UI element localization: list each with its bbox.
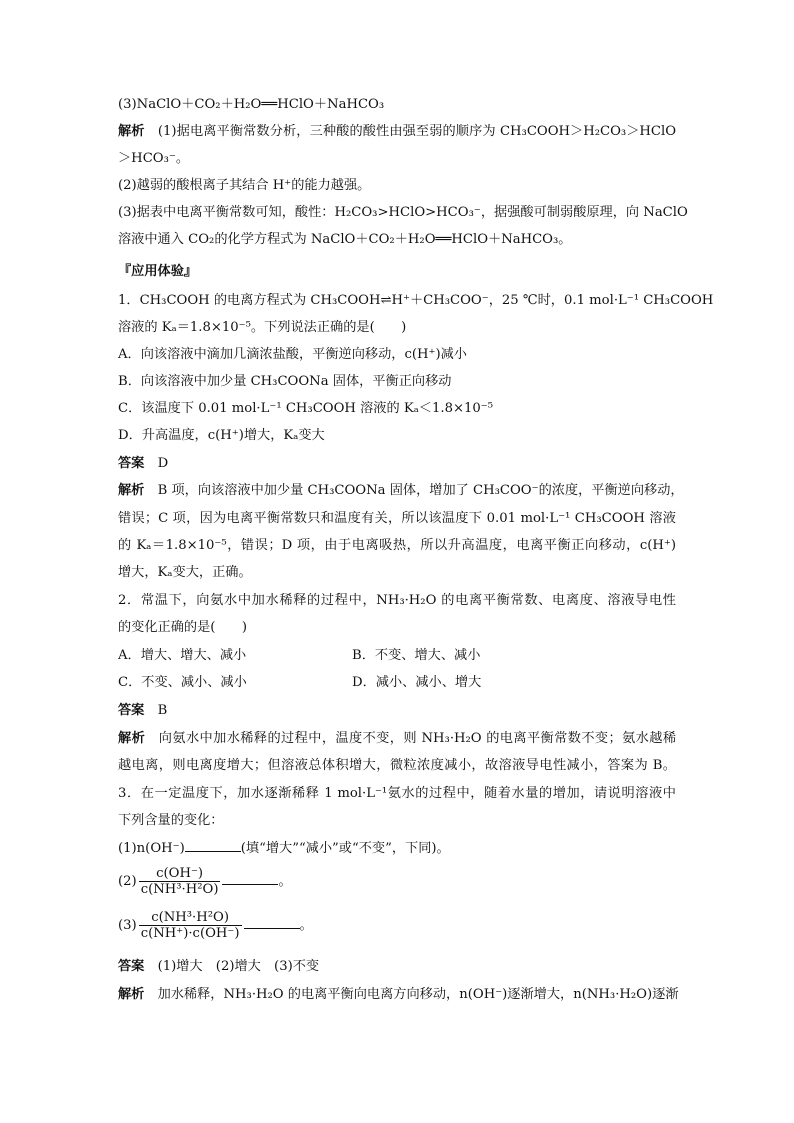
analysis-label: 解析 <box>118 731 146 746</box>
subquestion-label: (2) <box>118 874 137 889</box>
analysis-paragraph-line: (3)据表中电离平衡常数可知，酸性：H₂CO₃>HClO>HCO₃⁻，据强酸可制弱酸原理，向 NaClO <box>118 205 688 220</box>
analysis-label: 解析 <box>118 124 145 139</box>
fraction <box>139 866 221 897</box>
fraction-denominator: c(NH³·H²O) <box>140 882 219 897</box>
analysis-text: 加水稀释，NH₃·H₂O 的电离平衡向电离方向移动，n(OH⁻)逐渐增大，n(NH₃·H₂O)逐渐 <box>157 987 679 1002</box>
analysis-paragraph-line: ＞HCO₃⁻。 <box>118 151 190 166</box>
analysis-paragraph-line: 错误；C 项，因为电离平衡常数只和温度有关，所以该温度下 0.01 mol·L⁻¹ CH₃COOH 溶液 <box>118 511 676 526</box>
subquestion-3 <box>118 910 676 942</box>
answer-line <box>118 957 676 977</box>
fraction-denominator: c(NH⁺)·c(OH⁻) <box>140 926 240 941</box>
period: 。 <box>278 874 292 889</box>
equation-line: (3)NaClO＋CO₂＋H₂O══HClO＋NaHCO₃ <box>118 97 385 112</box>
question-2-stem: 的变化正确的是( ) <box>118 620 247 635</box>
option-c: C．不变、减小、减小 <box>118 675 247 690</box>
question-1-stem: 溶液的 Kₐ＝1.8×10⁻⁵。下列说法正确的是( ) <box>118 320 407 335</box>
option-a: A．增大、增大、减小 <box>118 648 247 663</box>
analysis-paragraph-line: 的 Kₐ＝1.8×10⁻⁵，错误；D 项，由于电离吸热，所以升高温度，电离平衡正向移动，c(H⁺) <box>118 538 676 553</box>
answer-value: D <box>157 456 169 471</box>
subquestion-note: (填“增大”“减小”或“不变”，下同)。 <box>240 841 450 856</box>
analysis-label: 解析 <box>118 483 145 498</box>
answer-label: 答案 <box>118 959 145 974</box>
analysis-paragraph <box>118 729 676 749</box>
analysis-text: (1)据电离平衡常数分析，三种酸的酸性由强至弱的顺序为 CH₃COOH＞H₂CO₃＞HClO <box>157 124 677 139</box>
analysis-text: 向氨水中加水稀释的过程中，温度不变，则 NH₃·H₂O 的电离平衡常数不变；氨水越稀 <box>158 731 677 746</box>
question-1-stem: 1．CH₃COOH 的电离方程式为 CH₃COOH⇌H⁺＋CH₃COO⁻，25 ℃时，0.1 mol·L⁻¹ CH₃COOH <box>118 293 714 308</box>
answer-line <box>118 701 676 721</box>
analysis-paragraph <box>118 481 684 501</box>
fraction-numerator: c(OH⁻) <box>156 866 204 881</box>
analysis-paragraph-line: 溶液中通入 CO₂的化学方程式为 NaClO＋CO₂＋H₂O══HClO＋NaHCO₃。 <box>118 232 572 247</box>
answer-line <box>118 454 676 474</box>
question-2-stem: 2．常温下，向氨水中加水稀释的过程中，NH₃·H₂O 的电离平衡常数、电离度、溶液导电性 <box>118 593 676 608</box>
answer-value: (1)增大 (2)增大 (3)不变 <box>157 959 320 974</box>
answer-label: 答案 <box>118 703 145 718</box>
analysis-paragraph <box>118 985 679 1005</box>
analysis-paragraph-line: (2)越弱的酸根离子其结合 H⁺的能力越强。 <box>118 178 371 193</box>
subquestion-label: (1)n(OH⁻) <box>118 841 185 856</box>
analysis-paragraph-line: 越电离，则电离度增大；但溶液总体积增大，微粒浓度减小，故溶液导电性减小，答案为 B。 <box>118 758 676 773</box>
period: 。 <box>299 918 313 933</box>
fraction <box>139 910 242 941</box>
answer-value: B <box>157 703 168 718</box>
analysis-text: B 项，向该溶液中加少量 CH₃COONa 固体，增加了 CH₃COO⁻的浓度，平衡逆向移动， <box>157 483 684 498</box>
question-3-stem: 下列含量的变化： <box>118 813 224 828</box>
option-c: C．该温度下 0.01 mol·L⁻¹ CH₃COOH 溶液的 Kₐ＜1.8×10⁻⁵ <box>118 401 494 416</box>
subquestion-label: (3) <box>118 918 137 933</box>
option-d: D．减小、减小、增大 <box>352 675 482 690</box>
subquestion-2 <box>118 866 676 898</box>
analysis-paragraph <box>118 122 676 142</box>
answer-blank[interactable] <box>244 928 300 929</box>
option-d: D．升高温度，c(H⁺)增大，Kₐ变大 <box>118 428 325 443</box>
answer-label: 答案 <box>118 456 145 471</box>
option-a: A．向该溶液中滴加几滴浓盐酸，平衡逆向移动，c(H⁺)减小 <box>118 347 467 362</box>
answer-blank[interactable] <box>222 884 278 885</box>
analysis-label: 解析 <box>118 987 145 1002</box>
section-heading: 『应用体验』 <box>118 264 198 279</box>
fraction-numerator: c(NH³·H²O) <box>151 910 229 925</box>
answer-blank[interactable] <box>185 851 241 852</box>
question-3-stem: 3．在一定温度下，加水逐渐稀释 1 mol·L⁻¹氨水的过程中，随着水量的增加，请说明溶液中 <box>118 786 676 801</box>
option-b: B．向该溶液中加少量 CH₃COONa 固体，平衡正向移动 <box>118 374 452 389</box>
option-b: B．不变、增大、减小 <box>352 648 481 663</box>
subquestion-1 <box>118 839 676 859</box>
analysis-paragraph-line: 增大，Kₐ变大，正确。 <box>118 565 252 580</box>
